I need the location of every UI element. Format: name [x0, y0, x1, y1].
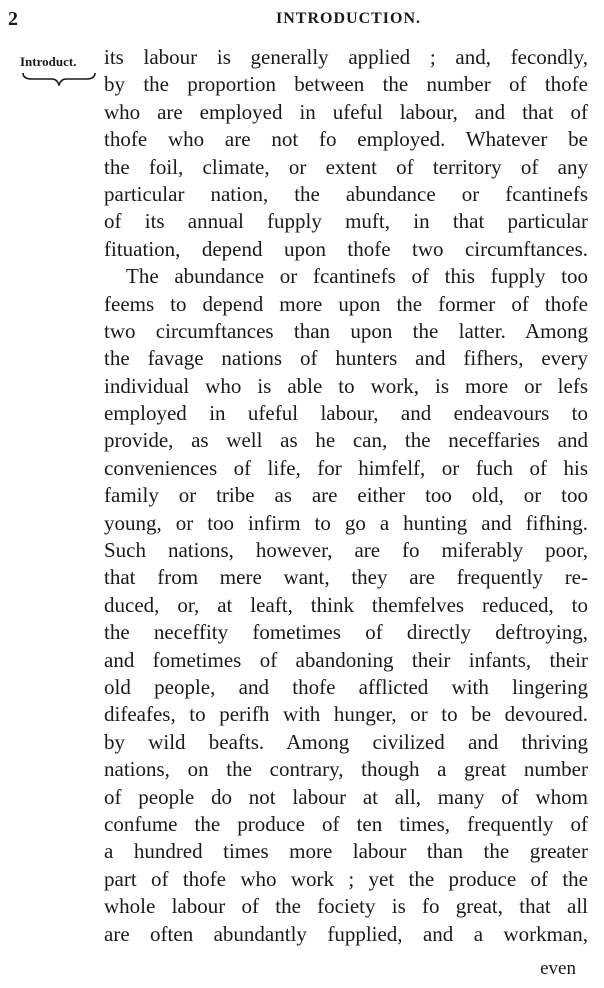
text-line: and fometimes of abandoning their infants, their	[104, 647, 588, 672]
margin-note	[20, 54, 102, 86]
text-line: part of thofe who work ; yet the produce of the	[104, 866, 588, 891]
text-line: whole labour of the fociety is fo great, that all	[104, 894, 588, 919]
text-line: The abundance or fcantinefs of this fupply too	[126, 264, 588, 289]
text-line: thofe who are not fo employed. Whatever be	[104, 127, 588, 152]
text-line: fituation, depend upon thofe two circumftances.	[104, 236, 588, 261]
text-line: nations, on the contrary, though a great number	[104, 757, 588, 782]
text-line: young, or too infirm to go a hunting and fifhing.	[104, 510, 588, 535]
text-line: family or tribe as are either too old, or too	[104, 483, 588, 508]
margin-note-label: Introduct.	[20, 54, 77, 69]
text-line: employed in ufeful labour, and endeavours to	[104, 401, 588, 426]
text-line: its labour is generally applied ; and, fecondly,	[104, 45, 588, 69]
text-line: the favage nations of hunters and fifhers, every	[104, 346, 588, 371]
text-line: are often abundantly fupplied, and a workman,	[104, 921, 588, 946]
text-line: the neceffity fometimes of directly deftroying,	[104, 620, 588, 645]
text-line: individual who is able to work, is more or lefs	[104, 373, 588, 398]
text-line: feems to depend more upon the former of thofe	[104, 291, 588, 316]
page-header	[0, 6, 604, 32]
text-line: conveniences of life, for himfelf, or fuch of his	[104, 455, 588, 480]
text-line: by wild beafts. Among civilized and thriving	[104, 729, 588, 754]
text-line: of its annual fupply muft, in that particular	[104, 209, 588, 234]
text-line: confume the produce of ten times, frequently of	[104, 811, 588, 836]
running-head: INTRODUCTION.	[276, 10, 422, 27]
text-line: difeafes, to perifh with hunger, or to be devoured.	[104, 702, 588, 727]
text-line: provide, as well as he can, the neceffaries and	[104, 428, 588, 453]
body-text	[104, 44, 588, 948]
text-line: particular nation, the abundance or fcantinefs	[104, 181, 588, 206]
text-line: who are employed in ufeful labour, and that of	[104, 99, 588, 124]
text-line: that from mere want, they are frequently re-	[104, 565, 588, 590]
text-line: a hundred times more labour than the greater	[104, 839, 588, 864]
text-line: old people, and thofe afflicted with lingering	[104, 674, 588, 699]
curly-brace-icon	[22, 72, 96, 86]
text-line: two circumftances than upon the latter. Among	[104, 318, 588, 343]
text-line: duced, or, at leaft, think themfelves reduced, to	[104, 592, 588, 617]
text-line: the foil, climate, or extent of territory of any	[104, 154, 588, 179]
catchword: even	[540, 958, 576, 979]
text-line: by the proportion between the number of thofe	[104, 72, 588, 97]
paragraph-1	[104, 44, 588, 263]
text-line: of people do not labour at all, many of whom	[104, 784, 588, 809]
text-line: Such nations, however, are fo miferably poor,	[104, 538, 588, 563]
paragraph-2	[104, 263, 588, 948]
page-number: 2	[8, 8, 18, 30]
